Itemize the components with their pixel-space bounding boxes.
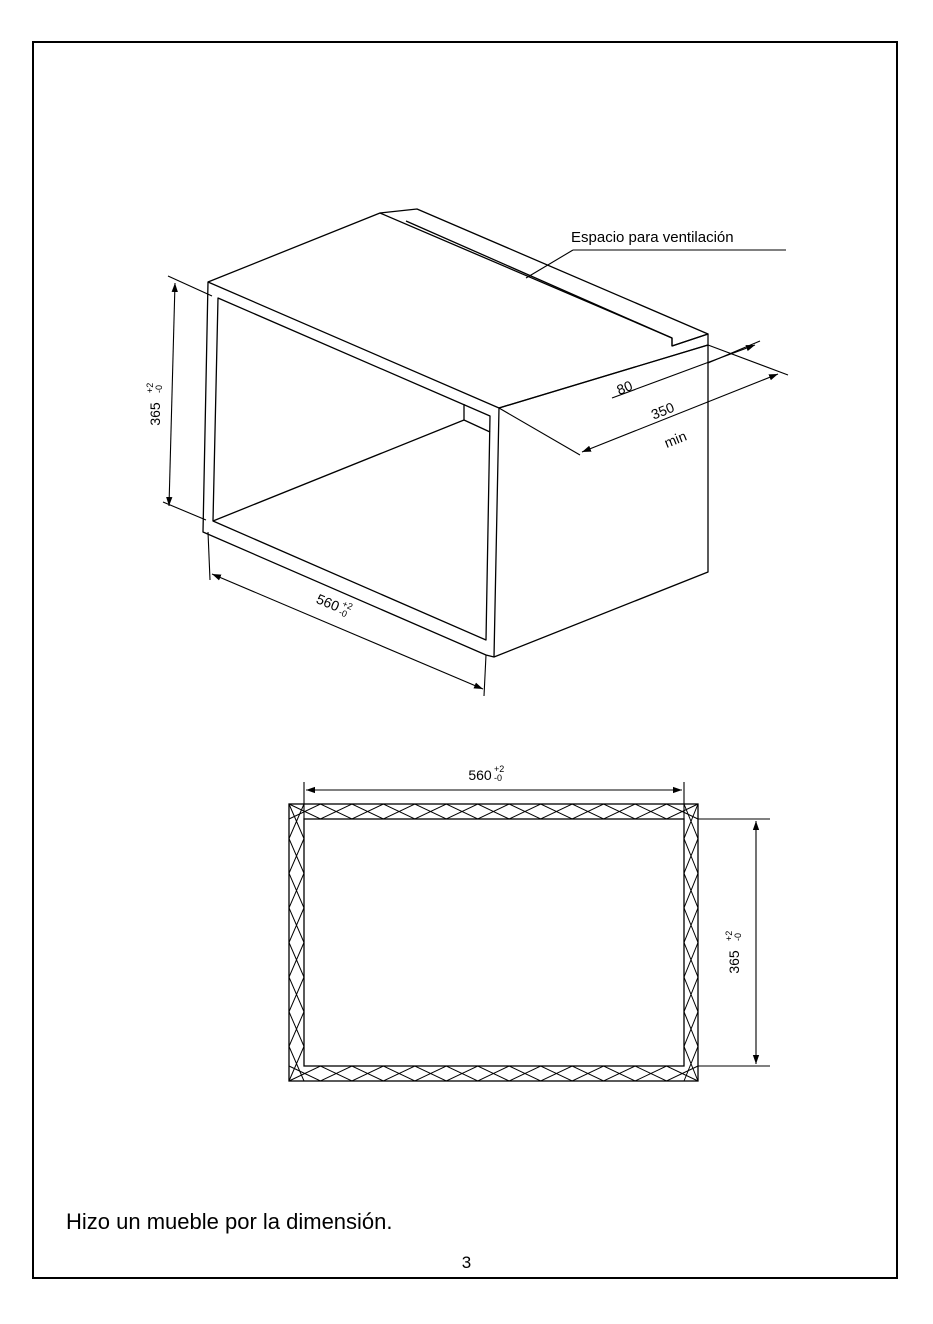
hatch-zigzag: [289, 804, 304, 1081]
iso-width-tol-plus: +2: [340, 598, 355, 612]
front-height-value: 365: [726, 950, 742, 974]
cabinet-opening: [213, 298, 490, 640]
hatch-zigzag: [289, 1066, 698, 1081]
iso-height-value: 365: [147, 402, 163, 426]
hatch-zigzag: [289, 804, 304, 1081]
iso-depth-min-label: min: [661, 427, 689, 451]
cabinet-right-side: [494, 345, 708, 657]
iso-width-tol-minus: -0: [337, 606, 349, 620]
iso-depth-dimensions: [499, 341, 788, 455]
iso-width-value: 560: [314, 590, 342, 615]
front-outer-frame: [289, 804, 698, 1081]
front-width-value: 560: [468, 767, 492, 783]
front-width-tol-plus: +2: [494, 764, 505, 774]
front-width-tol-minus: -0: [494, 773, 503, 783]
front-height-tol-minus: -0: [733, 932, 743, 941]
page-number: 3: [461, 1253, 472, 1272]
iso-depth-vent-value: 80: [614, 377, 635, 398]
iso-width-dimension: [208, 532, 486, 696]
iso-height-dimension: [163, 276, 212, 520]
front-height-dimension: [698, 819, 770, 1066]
front-inner-opening: [304, 819, 684, 1066]
ventilation-label: Espacio para ventilación: [571, 229, 734, 246]
frame-hatching: [289, 804, 698, 1081]
ventilation-leader: [526, 250, 786, 278]
front-width-dimension: [304, 782, 684, 819]
caption-text: Hizo un mueble por la dimensión.: [66, 1209, 393, 1234]
hatch-zigzag: [684, 804, 698, 1081]
front-view: [289, 804, 698, 1081]
iso-height-tol-plus: +2: [145, 382, 155, 393]
iso-height-tol-minus: -0: [154, 384, 164, 393]
front-height-tol-plus: +2: [724, 930, 734, 941]
isometric-cabinet-view: [203, 209, 708, 657]
hatch-zigzag: [684, 804, 698, 1081]
iso-depth-value: 350: [648, 398, 677, 423]
hatch-zigzag: [289, 804, 698, 819]
